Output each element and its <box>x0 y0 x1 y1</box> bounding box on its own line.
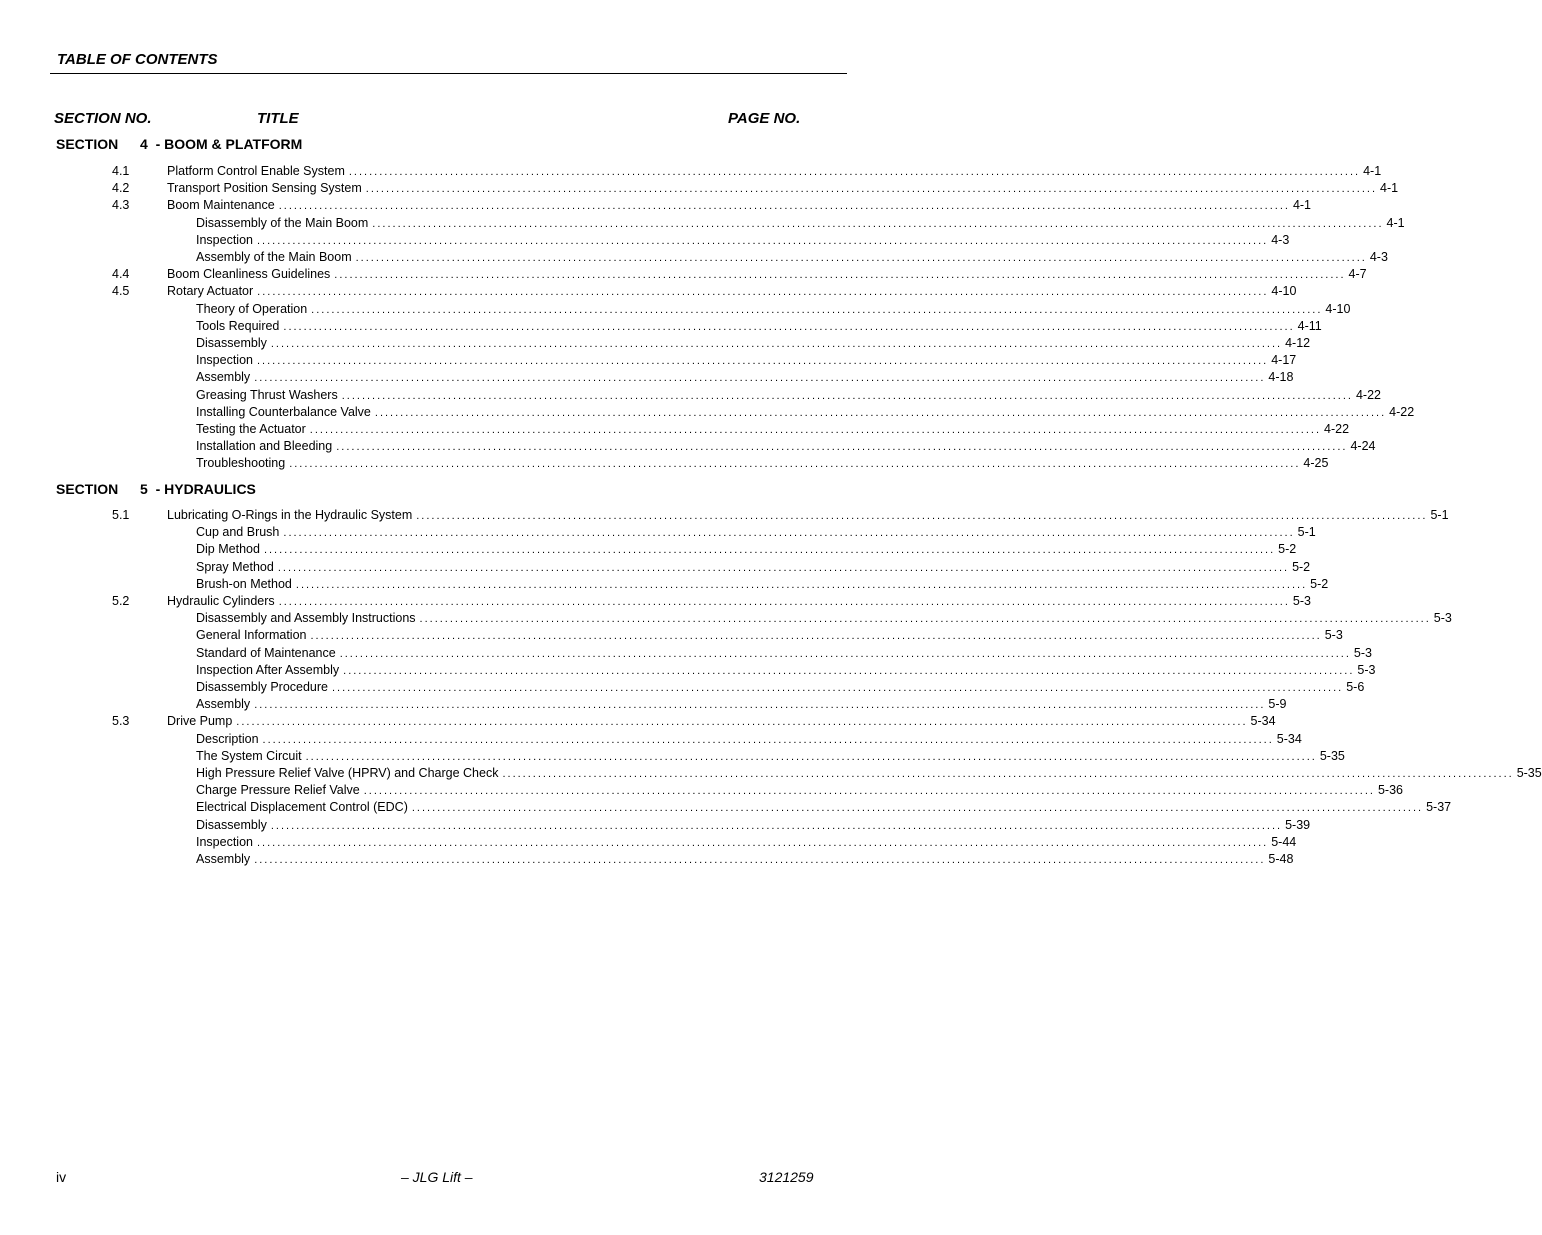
toc-entry-page: 5-37 <box>1426 800 1452 814</box>
footer-page-number: iv <box>56 1169 67 1185</box>
toc-entry-page: 5-6 <box>1346 680 1365 694</box>
toc-subentry[interactable] <box>196 335 1311 352</box>
toc-entry[interactable] <box>112 197 1312 214</box>
dot-leader: ........................................................................................................................................................................................................ <box>341 390 1353 402</box>
dot-leader: ........................................................................................................................................................................................................ <box>277 562 1290 574</box>
toc-entry-page: 4-7 <box>1348 267 1367 281</box>
dot-leader: ........................................................................................................................................................................................................ <box>336 441 1348 453</box>
toc-entry-title: Assembly of the Main Boom <box>196 250 352 264</box>
dot-leader: ........................................................................................................................................................................................................ <box>236 716 1248 728</box>
toc-subentry[interactable] <box>196 387 1381 404</box>
dot-leader: ........................................................................................................................................................................................................ <box>374 407 1387 419</box>
toc-entry-title: Standard of Maintenance <box>196 646 336 660</box>
dot-leader: ........................................................................................................................................................................................................ <box>295 579 1308 591</box>
toc-entry[interactable] <box>112 266 1367 283</box>
dot-leader: ........................................................................................................................................................................................................ <box>256 837 1269 849</box>
toc-entry-title: High Pressure Relief Valve (HPRV) and Charge Check <box>196 766 499 780</box>
toc-subentry[interactable] <box>196 249 1388 266</box>
dot-leader: ........................................................................................................................................................................................................ <box>283 527 1295 539</box>
dot-leader: ........................................................................................................................................................................................................ <box>256 235 1269 247</box>
toc-entry-title: Installing Counterbalance Valve <box>196 405 371 419</box>
toc-entry-page: 5-36 <box>1377 783 1403 797</box>
dot-leader: ........................................................................................................................................................................................................ <box>372 218 1384 230</box>
dot-leader: ........................................................................................................................................................................................................ <box>348 166 1361 178</box>
toc-entry-title: Brush-on Method <box>196 577 292 591</box>
toc-entry-page: 4-22 <box>1355 388 1381 402</box>
toc-entry-page: 5-35 <box>1516 766 1542 780</box>
toc-entry-title: Cup and Brush <box>196 525 280 539</box>
toc-subentry[interactable] <box>196 645 1372 662</box>
dot-leader: ........................................................................................................................................................................................................ <box>311 304 1323 316</box>
toc-entry-title: Inspection <box>196 353 253 367</box>
section-word: SECTION <box>56 136 119 152</box>
toc-entry-title: Inspection <box>196 835 253 849</box>
toc-entry-number: 4.4 <box>112 267 130 281</box>
toc-entry-title: Charge Pressure Relief Valve <box>196 783 360 797</box>
toc-entry-page: 4-3 <box>1369 250 1388 264</box>
toc-entry-page: 5-1 <box>1430 508 1449 522</box>
dot-leader: ........................................................................................................................................................................................................ <box>254 699 1266 711</box>
section-word: SECTION <box>56 481 119 497</box>
toc-entry-title: Disassembly and Assembly Instructions <box>196 611 416 625</box>
toc-entry-page: 4-10 <box>1271 284 1297 298</box>
dot-leader: ........................................................................................................................................................................................................ <box>309 424 1322 436</box>
toc-entry-title: Electrical Displacement Control (EDC) <box>196 800 408 814</box>
toc-entry-title: Assembly <box>196 697 251 711</box>
dot-leader: ........................................................................................................................................................................................................ <box>502 768 1514 780</box>
toc-entry-title: Rotary Actuator <box>167 284 254 298</box>
header-rule <box>50 73 847 74</box>
dot-leader: ........................................................................................................................................................................................................ <box>334 269 1346 281</box>
toc-subentry[interactable] <box>196 438 1376 455</box>
toc-entry-page: 4-12 <box>1285 336 1311 350</box>
toc-subentry[interactable] <box>196 301 1351 318</box>
toc-entry-title: Inspection After Assembly <box>196 663 340 677</box>
toc-entry-page: 4-11 <box>1297 319 1322 333</box>
toc-entry-page: 5-3 <box>1433 611 1452 625</box>
toc-entry-title: Lubricating O-Rings in the Hydraulic System <box>167 508 413 522</box>
toc-subentry[interactable] <box>196 662 1376 679</box>
toc-entry-page: 5-2 <box>1292 560 1311 574</box>
page-header-title: TABLE OF CONTENTS <box>57 51 218 68</box>
toc-entry-number: 4.2 <box>112 181 130 195</box>
toc-entry-title: Disassembly Procedure <box>196 680 328 694</box>
dot-leader: ........................................................................................................................................................................................................ <box>343 665 1355 677</box>
toc-entry-page: 4-25 <box>1303 456 1329 470</box>
toc-entry-number: 4.1 <box>112 164 130 178</box>
toc-entry-title: Boom Cleanliness Guidelines <box>167 267 331 281</box>
toc-entry-page: 4-3 <box>1271 233 1290 247</box>
toc-entry[interactable] <box>112 507 1449 524</box>
toc-entry-title: Disassembly <box>196 818 267 832</box>
toc-entry-number: 4.3 <box>112 198 130 212</box>
toc-entry-number: 5.2 <box>112 594 130 608</box>
toc-entry-title: The System Circuit <box>196 749 302 763</box>
dot-leader: ........................................................................................................................................................................................................ <box>283 321 1295 333</box>
dot-leader: ........................................................................................................................................................................................................ <box>254 854 1266 866</box>
toc-entry-number: 4.5 <box>112 284 130 298</box>
column-header-page-no: PAGE NO. <box>728 110 801 127</box>
toc-entry-title: Tools Required <box>196 319 280 333</box>
toc-subentry[interactable] <box>196 834 1297 851</box>
toc-entry-title: Troubleshooting <box>196 456 286 470</box>
toc-entry-page: 5-2 <box>1278 542 1297 556</box>
toc-subentry[interactable] <box>196 748 1345 765</box>
section-title: 5 - HYDRAULICS <box>140 481 256 497</box>
dot-leader: ........................................................................................................................................................................................................ <box>256 355 1269 367</box>
toc-entry-page: 5-34 <box>1276 732 1302 746</box>
toc-entry-title: General Information <box>196 628 307 642</box>
toc-entry-title: Dip Method <box>196 542 260 556</box>
toc-entry-page: 5-48 <box>1268 852 1294 866</box>
toc-subentry[interactable] <box>196 576 1329 593</box>
toc-entry-page: 4-1 <box>1386 216 1405 230</box>
toc-entry[interactable] <box>112 593 1311 610</box>
toc-subentry[interactable] <box>196 679 1365 696</box>
toc-entry-page: 4-1 <box>1363 164 1382 178</box>
toc-entry-page: 4-17 <box>1271 353 1297 367</box>
column-header-section-no: SECTION NO. <box>54 110 152 127</box>
toc-entry-title: Transport Position Sensing System <box>167 181 362 195</box>
dot-leader: ........................................................................................................................................................................................................ <box>289 458 1301 470</box>
toc-entry-page: 5-35 <box>1319 749 1345 763</box>
dot-leader: ........................................................................................................................................................................................................ <box>270 338 1283 350</box>
toc-subentry[interactable] <box>196 318 1322 335</box>
toc-entry-page: 5-3 <box>1324 628 1343 642</box>
toc-entry-title: Greasing Thrust Washers <box>196 388 338 402</box>
toc-subentry[interactable] <box>196 421 1350 438</box>
toc-subentry[interactable] <box>196 541 1297 558</box>
toc-entry-title: Platform Control Enable System <box>167 164 345 178</box>
dot-leader: ........................................................................................................................................................................................................ <box>332 682 1344 694</box>
toc-entry-page: 5-1 <box>1297 525 1316 539</box>
toc-subentry[interactable] <box>196 524 1316 541</box>
toc-entry-page: 5-9 <box>1268 697 1287 711</box>
toc-subentry[interactable] <box>196 765 1542 782</box>
dot-leader: ........................................................................................................................................................................................................ <box>355 252 1367 264</box>
toc-entry-page: 4-24 <box>1350 439 1376 453</box>
toc-subentry[interactable] <box>196 352 1297 369</box>
toc-entry-title: Description <box>196 732 259 746</box>
dot-leader: ........................................................................................................................................................................................................ <box>278 596 1290 608</box>
toc-subentry[interactable] <box>196 696 1287 713</box>
dot-leader: ........................................................................................................................................................................................................ <box>254 372 1266 384</box>
toc-entry[interactable] <box>112 163 1382 180</box>
toc-entry-page: 5-3 <box>1292 594 1311 608</box>
toc-entry-page: 4-22 <box>1324 422 1350 436</box>
toc-entry-page: 5-3 <box>1357 663 1376 677</box>
section-title: 4 - BOOM & PLATFORM <box>140 136 303 152</box>
toc-entry-page: 5-3 <box>1353 646 1372 660</box>
toc-entry[interactable] <box>112 713 1276 730</box>
toc-entry-page: 4-1 <box>1292 198 1312 212</box>
dot-leader: ........................................................................................................................................................................................................ <box>257 286 1269 298</box>
dot-leader: ........................................................................................................................................................................................................ <box>419 613 1431 625</box>
toc-entry-page: 4-10 <box>1325 302 1351 316</box>
toc-entry-title: Testing the Actuator <box>196 422 306 436</box>
toc-subentry[interactable] <box>196 851 1294 868</box>
toc-entry[interactable] <box>112 283 1297 300</box>
toc-entry-title: Assembly <box>196 852 251 866</box>
toc-entry-title: Assembly <box>196 370 251 384</box>
toc-entry-title: Disassembly <box>196 336 267 350</box>
toc-entry-page: 4-1 <box>1380 181 1399 195</box>
dot-leader: ........................................................................................................................................................................................................ <box>339 648 1351 660</box>
column-header-title: TITLE <box>257 110 299 127</box>
toc-subentry[interactable] <box>196 404 1415 421</box>
toc-entry-title: Disassembly of the Main Boom <box>196 216 369 230</box>
dot-leader: ........................................................................................................................................................................................................ <box>411 802 1424 814</box>
dot-leader: ........................................................................................................................................................................................................ <box>263 544 1276 556</box>
dot-leader: ........................................................................................................................................................................................................ <box>305 751 1317 763</box>
dot-leader: ........................................................................................................................................................................................................ <box>363 785 1375 797</box>
toc-entry-page: 5-2 <box>1310 577 1329 591</box>
toc-entry-title: Inspection <box>196 233 253 247</box>
dot-leader: ........................................................................................................................................................................................................ <box>310 630 1322 642</box>
toc-subentry[interactable] <box>196 627 1343 644</box>
toc-subentry[interactable] <box>196 559 1311 576</box>
dot-leader: ........................................................................................................................................................................................................ <box>278 200 1290 212</box>
toc-subentry[interactable] <box>196 610 1452 627</box>
toc-entry-number: 5.1 <box>112 508 130 522</box>
toc-entry-title: Installation and Bleeding <box>196 439 333 453</box>
toc-entry-page: 4-22 <box>1389 405 1415 419</box>
toc-subentry[interactable] <box>196 731 1302 748</box>
dot-leader: ........................................................................................................................................................................................................ <box>365 183 1377 195</box>
toc-subentry[interactable] <box>196 215 1405 232</box>
toc-entry-title: Theory of Operation <box>196 302 308 316</box>
toc-entry-page: 5-39 <box>1285 818 1311 832</box>
dot-leader: ........................................................................................................................................................................................................ <box>262 734 1274 746</box>
section-heading <box>56 481 256 497</box>
toc-entry-number: 5.3 <box>112 714 130 728</box>
toc-subentry[interactable] <box>196 455 1329 472</box>
toc-subentry[interactable] <box>196 369 1294 386</box>
footer-center-text: – JLG Lift – <box>401 1169 473 1185</box>
toc-entry-title: Boom Maintenance <box>167 198 275 212</box>
toc-subentry[interactable] <box>196 799 1452 816</box>
toc-entry-title: Drive Pump <box>167 714 233 728</box>
dot-leader: ........................................................................................................................................................................................................ <box>270 820 1283 832</box>
toc-entry[interactable] <box>112 180 1399 197</box>
toc-subentry[interactable] <box>196 782 1403 799</box>
section-heading <box>56 136 302 152</box>
toc-entry-page: 5-44 <box>1271 835 1297 849</box>
toc-subentry[interactable] <box>196 817 1311 834</box>
footer-document-number: 3121259 <box>759 1169 814 1185</box>
toc-entry-title: Spray Method <box>196 560 274 574</box>
toc-entry-page: 4-18 <box>1268 370 1294 384</box>
dot-leader: ........................................................................................................................................................................................................ <box>416 510 1428 522</box>
toc-subentry[interactable] <box>196 232 1290 249</box>
toc-entry-page: 5-34 <box>1250 714 1276 728</box>
toc-entry-title: Hydraulic Cylinders <box>167 594 275 608</box>
